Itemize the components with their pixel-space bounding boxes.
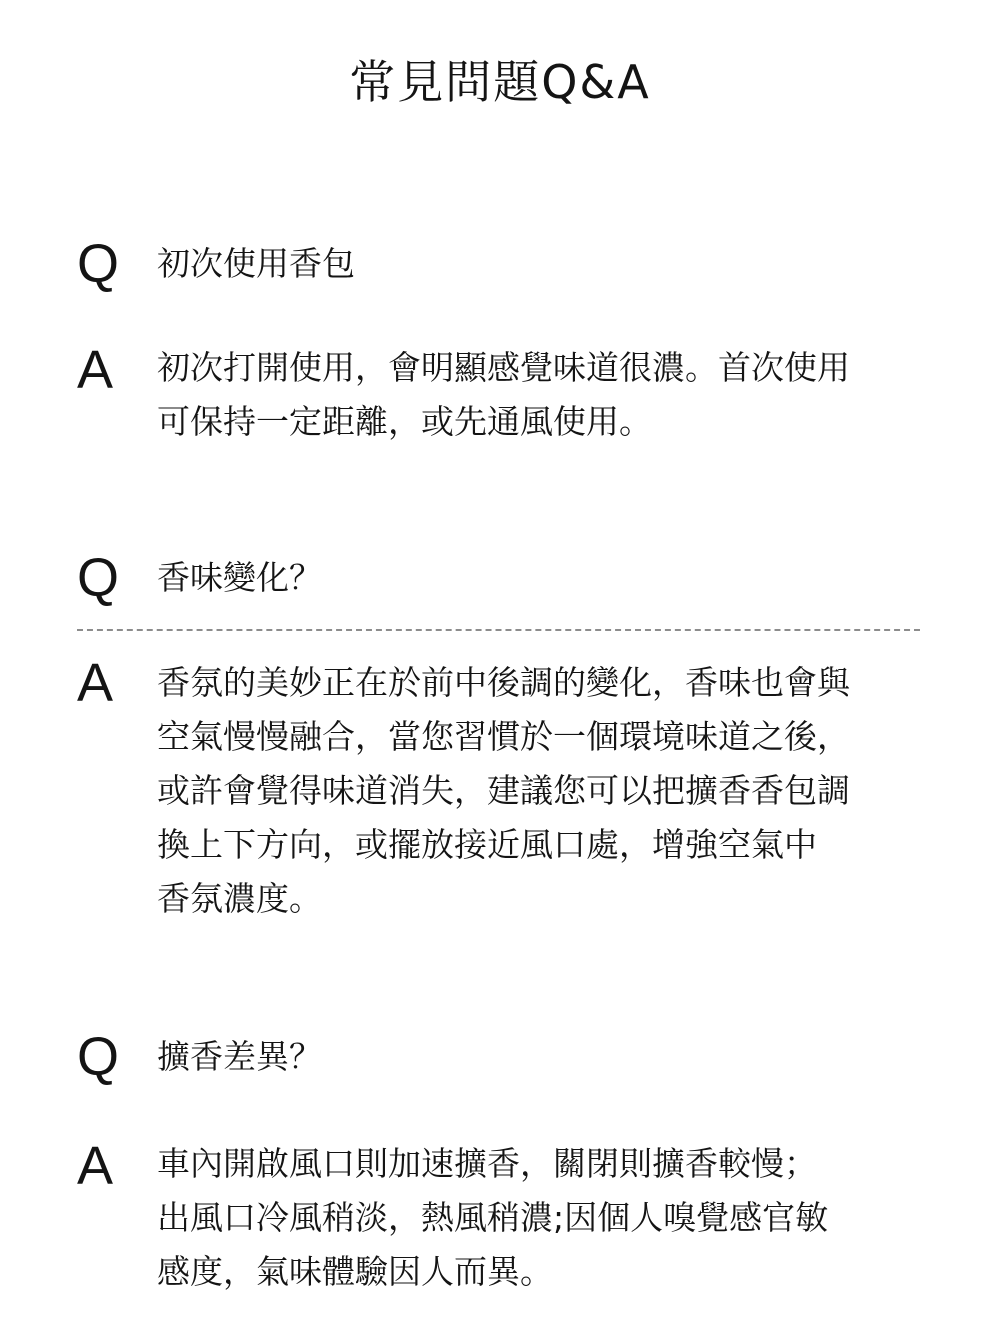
- answer-2-line-5: 香氛濃度。: [157, 879, 322, 918]
- answer-marker-1: A: [77, 340, 114, 400]
- dashed-divider: [77, 629, 920, 631]
- answer-3: [157, 1137, 917, 1299]
- question-3: 擴香差異？: [157, 1037, 322, 1076]
- answer-2: [157, 656, 917, 926]
- answer-2-line-2: 空氣慢慢融合，當您習慣於一個環境味道之後，: [157, 717, 850, 756]
- question-marker-3: Q: [77, 1027, 120, 1087]
- answer-marker-3: A: [77, 1136, 114, 1196]
- answer-3-line-2: 出風口冷風稍淡，熱風稍濃;因個人嗅覺感官敏: [157, 1198, 829, 1237]
- answer-2-line-3: 或許會覺得味道消失，建議您可以把擴香香包調: [157, 771, 850, 810]
- question-1: 初次使用香包: [157, 244, 355, 283]
- answer-1: [157, 341, 917, 449]
- page-title: 常見問題Q&A: [349, 55, 651, 109]
- question-marker-1: Q: [77, 234, 120, 294]
- answer-2-line-4: 換上下方向，或擺放接近風口處，增強空氣中: [157, 825, 817, 864]
- answer-1-line-1: 初次打開使用，會明顯感覺味道很濃。首次使用: [157, 348, 850, 387]
- question-marker-2: Q: [77, 548, 120, 608]
- answer-2-line-1: 香氛的美妙正在於前中後調的變化，香味也會與: [157, 663, 850, 702]
- question-2: 香味變化？: [157, 558, 322, 597]
- answer-3-line-1: 車內開啟風口則加速擴香，關閉則擴香較慢；: [157, 1144, 817, 1183]
- answer-marker-2: A: [77, 653, 114, 713]
- answer-3-line-3: 感度，氣味體驗因人而異。: [157, 1252, 553, 1291]
- answer-1-line-2: 可保持一定距離，或先通風使用。: [157, 402, 652, 441]
